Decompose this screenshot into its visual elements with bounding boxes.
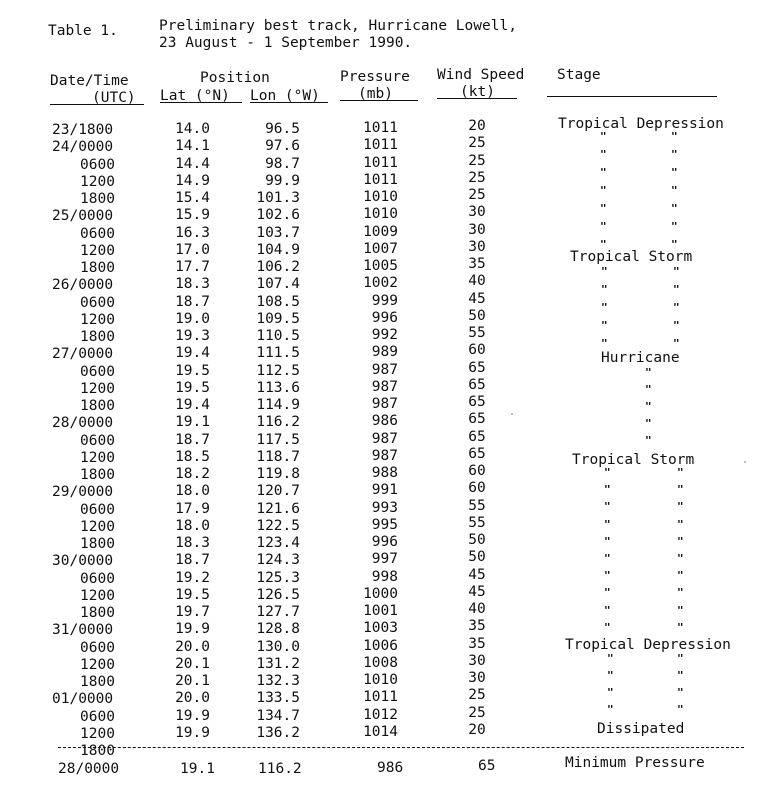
cell-lat: 19.9 [175,621,210,638]
header-rule-lat [160,102,242,103]
cell-datetime: 0600 [80,708,115,725]
cell-wind: 30 [468,238,486,255]
ditto-mark: " [645,400,652,413]
cell-datetime: 1200 [80,656,115,673]
cell-lon: 126.5 [256,586,300,603]
cell-datetime: 30/0000 [52,553,114,570]
ditto-mark: " [601,265,608,278]
summary-pressure: 986 [377,760,404,776]
cell-pressure: 1000 [363,585,398,602]
scan-speck [744,461,746,463]
cell-wind: 65 [468,411,486,428]
cell-pressure: 991 [371,482,398,499]
cell-wind: 65 [468,376,486,393]
cell-lon: 132.3 [256,673,300,689]
ditto-mark: " [607,703,614,716]
table-title-line2: 23 August - 1 September 1990. [159,35,413,51]
cell-lon: 107.4 [256,276,300,293]
cell-datetime: 28/0000 [52,415,114,432]
cell-lon: 125.3 [256,569,300,586]
cell-lat: 18.5 [175,448,210,465]
cell-lon: 117.5 [256,431,300,448]
cell-lon: 118.7 [256,448,300,465]
ditto-mark: " [677,703,684,716]
cell-pressure: 996 [371,309,398,326]
cell-pressure: 989 [371,344,398,361]
cell-pressure: 987 [371,361,398,378]
cell-lon: 97.6 [265,138,300,155]
ditto-mark: " [607,669,614,682]
cell-lon: 102.6 [256,207,300,224]
cell-datetime: 1200 [80,587,115,604]
cell-wind: 30 [468,652,486,669]
cell-wind: 60 [468,342,486,359]
cell-wind: 25 [468,169,486,186]
cell-datetime: 1800 [80,398,115,414]
header-position: Position [200,70,270,86]
cell-lat: 19.9 [175,724,210,741]
cell-pressure: 1006 [363,637,398,654]
ditto-mark: " [671,148,678,161]
ditto-mark: " [607,686,614,699]
cell-datetime: 1800 [80,743,115,759]
cell-lat: 19.0 [175,310,210,327]
cell-lat: 19.5 [175,362,210,379]
cell-pressure: 1003 [363,620,398,637]
cell-datetime: 1800 [80,191,115,207]
cell-lon: 110.5 [256,328,300,344]
ditto-mark: " [677,466,684,479]
cell-wind: 30 [468,204,486,221]
summary-wind: 65 [478,758,496,774]
cell-lat: 19.7 [175,604,210,620]
cell-lon: 134.7 [256,707,300,724]
ditto-mark: " [677,552,684,565]
ditto-mark: " [604,620,611,634]
cell-lon: 104.9 [256,241,300,258]
cell-lon: 111.5 [256,345,300,362]
cell-wind: 50 [468,532,486,548]
cell-datetime: 1800 [80,467,115,483]
cell-pressure: 999 [371,292,398,309]
cell-lat: 19.4 [175,345,210,362]
header-rule-wind [437,98,517,99]
stage-tropical-depression-2: Tropical Depression [565,637,731,653]
cell-pressure: 987 [371,378,398,395]
cell-wind: 60 [468,463,486,479]
table-title-line1: Preliminary best track, Hurricane Lowell, [159,18,517,34]
cell-lat: 19.1 [175,414,210,431]
header-wind-unit: (kt) [460,84,495,100]
cell-datetime: 29/0000 [52,484,114,501]
ditto-mark: " [604,500,611,514]
stage-tropical-storm-2: Tropical Storm [572,452,695,468]
cell-wind: 45 [468,566,486,583]
cell-datetime: 27/0000 [52,346,114,363]
cell-datetime: 0600 [80,639,115,656]
cell-pressure: 1009 [363,223,398,240]
cell-pressure: 1010 [363,189,398,205]
cell-lat: 17.0 [175,241,210,258]
ditto-mark: " [677,620,684,634]
ditto-mark: " [601,319,608,332]
cell-pressure: 997 [371,551,398,568]
cell-pressure: 1002 [363,275,398,292]
cell-lon: 128.8 [256,621,300,638]
ditto-mark: " [600,148,607,161]
cell-lat: 18.7 [175,293,210,310]
cell-pressure: 998 [371,568,398,585]
cell-lon: 114.9 [256,397,300,413]
cell-lon: 96.5 [265,121,300,137]
cell-wind: 40 [468,273,486,290]
ditto-mark: " [601,301,608,314]
ditto-mark: " [604,466,611,479]
ditto-mark: " [601,283,608,296]
cell-datetime: 1800 [80,536,115,552]
cell-datetime: 24/0000 [52,139,114,156]
cell-lon: 136.2 [256,724,300,741]
cell-wind: 25 [468,704,486,721]
header-rule-pressure [340,100,418,101]
stage-dissipated: Dissipated [597,721,685,737]
cell-lon: 119.8 [256,466,300,482]
cell-wind: 60 [468,480,486,497]
cell-wind: 65 [468,359,486,376]
summary-datetime: 28/0000 [58,761,120,777]
ditto-mark: " [677,686,684,699]
cell-lon: 116.2 [256,414,300,431]
cell-lat: 14.9 [175,172,210,189]
cell-lat: 17.9 [175,500,210,517]
cell-wind: 50 [468,549,486,566]
cell-datetime: 1200 [80,725,115,742]
cell-datetime: 0600 [80,363,115,380]
header-lon: Lon (°W) [250,88,320,104]
ditto-mark: " [671,166,678,179]
ditto-mark: " [645,417,652,430]
ditto-mark: " [677,669,684,682]
cell-wind: 20 [468,721,486,738]
header-wind: Wind Speed [437,67,525,83]
cell-lat: 19.5 [175,586,210,603]
cell-datetime: 0600 [80,570,115,587]
cell-pressure: 1008 [363,654,398,671]
cell-datetime: 1800 [80,260,115,276]
ditto-mark: " [671,238,678,251]
cell-datetime: 01/0000 [52,691,114,708]
stage-tropical-depression-1: Tropical Depression [558,116,724,132]
ditto-mark: " [604,517,611,531]
cell-datetime: 1200 [80,518,115,535]
ditto-mark: " [600,166,607,179]
cell-wind: 55 [468,497,486,514]
cell-wind: 65 [468,445,486,462]
cell-datetime: 31/0000 [52,622,114,639]
cell-wind: 25 [468,135,486,152]
cell-pressure: 1014 [363,723,398,740]
cell-pressure: 1007 [363,240,398,257]
cell-pressure: 987 [371,396,398,412]
cell-pressure: 987 [371,430,398,447]
header-rule-datetime [50,104,144,105]
cell-wind: 65 [468,428,486,445]
ditto-mark: " [673,301,680,314]
cell-datetime: 1800 [80,605,115,621]
ditto-mark: " [600,238,607,251]
cell-lat: 14.0 [175,121,210,137]
cell-datetime: 0600 [80,225,115,242]
cell-datetime: 1200 [80,380,115,397]
cell-datetime: 1800 [80,329,115,345]
cell-pressure: 993 [371,499,398,516]
cell-pressure: 1005 [363,258,398,274]
cell-datetime: 1800 [80,674,115,690]
cell-lat: 19.4 [175,397,210,413]
ditto-mark: " [671,130,678,143]
ditto-mark: " [677,534,684,548]
cell-lon: 103.7 [256,224,300,241]
ditto-mark: " [677,603,684,617]
cell-lon: 108.5 [256,293,300,310]
cell-lon: 98.7 [265,155,300,172]
ditto-mark: " [604,586,611,600]
table-label: Table 1. [48,23,118,39]
cell-pressure: 992 [371,327,398,343]
ditto-mark: " [645,366,652,379]
cell-datetime: 25/0000 [52,208,114,225]
ditto-mark: " [604,569,611,583]
header-stage: Stage [557,67,601,83]
cell-pressure: 1011 [363,689,398,706]
cell-lon: 109.5 [256,310,300,327]
cell-wind: 30 [468,670,486,686]
cell-datetime: 1200 [80,173,115,190]
cell-pressure: 986 [371,413,398,430]
cell-lon: 120.7 [256,483,300,500]
header-lat: Lat (°N) [160,88,230,104]
cell-pressure: 1010 [363,672,398,688]
header-rule-stage [547,96,717,97]
cell-lon: 112.5 [256,362,300,379]
stage-hurricane: Hurricane [601,350,680,366]
cell-lat: 19.3 [175,328,210,344]
summary-lon: 116.2 [258,761,302,777]
ditto-mark: " [677,500,684,514]
cell-datetime: 0600 [80,294,115,311]
cell-lon: 99.9 [265,172,300,189]
cell-datetime: 0600 [80,501,115,518]
cell-lon: 124.3 [256,552,300,569]
cell-wind: 65 [468,394,486,410]
cell-wind: 25 [468,687,486,704]
header-datetime-unit: (UTC) [92,90,136,106]
cell-lat: 20.1 [175,655,210,672]
cell-lat: 15.4 [175,190,210,206]
ditto-mark: " [677,586,684,600]
cell-lat: 18.7 [175,431,210,448]
cell-lat: 14.1 [175,138,210,155]
cell-wind: 55 [468,514,486,531]
cell-wind: 30 [468,221,486,238]
cell-lat: 19.5 [175,379,210,396]
ditto-mark: " [600,130,607,143]
cell-lat: 20.0 [175,638,210,655]
cell-pressure: 995 [371,516,398,533]
cell-lat: 19.2 [175,569,210,586]
cell-lon: 123.4 [256,535,300,551]
cell-wind: 45 [468,290,486,307]
scan-speck [511,413,513,415]
ditto-mark: " [600,184,607,197]
cell-wind: 20 [468,118,486,134]
ditto-mark: " [600,202,607,215]
cell-lat: 16.3 [175,224,210,241]
cell-pressure: 996 [371,534,398,550]
cell-lon: 130.0 [256,638,300,655]
cell-lat: 18.0 [175,517,210,534]
ditto-mark: " [677,652,684,665]
cell-wind: 35 [468,635,486,652]
cell-lon: 127.7 [256,604,300,620]
cell-lat: 17.7 [175,259,210,275]
cell-wind: 55 [468,325,486,341]
cell-lat: 19.9 [175,707,210,724]
header-rule-lon [250,102,328,103]
cell-wind: 25 [468,187,486,203]
ditto-mark: " [645,383,652,396]
ditto-mark: " [673,283,680,296]
stage-tropical-storm-1: Tropical Storm [570,249,693,265]
cell-pressure: 1011 [363,171,398,188]
ditto-mark: " [645,434,652,447]
header-datetime: Date/Time [50,73,129,89]
cell-pressure: 1012 [363,706,398,723]
ditto-mark: " [673,319,680,332]
cell-wind: 35 [468,618,486,635]
cell-lat: 18.3 [175,535,210,551]
ditto-mark: " [604,552,611,565]
cell-datetime: 0600 [80,432,115,449]
cell-lat: 18.0 [175,483,210,500]
ditto-mark: " [677,569,684,583]
cell-datetime: 1200 [80,242,115,259]
cell-wind: 40 [468,601,486,617]
cell-pressure: 1011 [363,120,398,136]
cell-pressure: 1011 [363,137,398,154]
cell-lat: 14.4 [175,155,210,172]
cell-lat: 15.9 [175,207,210,224]
cell-lon: 131.2 [256,655,300,672]
cell-datetime: 26/0000 [52,277,114,294]
cell-datetime: 1200 [80,449,115,466]
cell-lon: 106.2 [256,259,300,275]
cell-lon: 122.5 [256,517,300,534]
ditto-mark: " [673,337,680,350]
cell-pressure: 1010 [363,206,398,223]
summary-lat: 19.1 [180,761,215,777]
cell-lon: 121.6 [256,500,300,517]
cell-pressure: 1011 [363,154,398,171]
cell-lon: 133.5 [256,690,300,707]
cell-datetime: 23/1800 [52,122,114,138]
header-pressure-unit: (mb) [358,86,393,102]
ditto-mark: " [601,337,608,350]
summary-label: Minimum Pressure [565,755,705,771]
cell-wind: 25 [468,152,486,169]
cell-lat: 20.1 [175,673,210,689]
header-pressure: Pressure [340,69,410,85]
ditto-mark: " [677,483,684,497]
cell-pressure: 1001 [363,603,398,619]
cell-datetime: 0600 [80,156,115,173]
cell-wind: 35 [468,256,486,272]
ditto-mark: " [607,652,614,665]
ditto-mark: " [671,202,678,215]
ditto-mark: " [671,184,678,197]
ditto-mark: " [604,534,611,548]
ditto-mark: " [677,517,684,531]
ditto-mark: " [600,220,607,233]
cell-pressure: 988 [371,465,398,481]
cell-lat: 18.3 [175,276,210,293]
ditto-mark: " [604,603,611,617]
ditto-mark: " [673,265,680,278]
cell-lat: 20.0 [175,690,210,707]
cell-pressure: 987 [371,447,398,464]
summary-separator [58,747,744,748]
cell-datetime: 1200 [80,311,115,328]
cell-wind: 50 [468,307,486,324]
cell-wind: 45 [468,583,486,600]
ditto-mark: " [671,220,678,233]
cell-lat: 18.2 [175,466,210,482]
ditto-mark: " [604,483,611,497]
cell-lon: 113.6 [256,379,300,396]
cell-lat: 18.7 [175,552,210,569]
cell-lon: 101.3 [256,190,300,206]
